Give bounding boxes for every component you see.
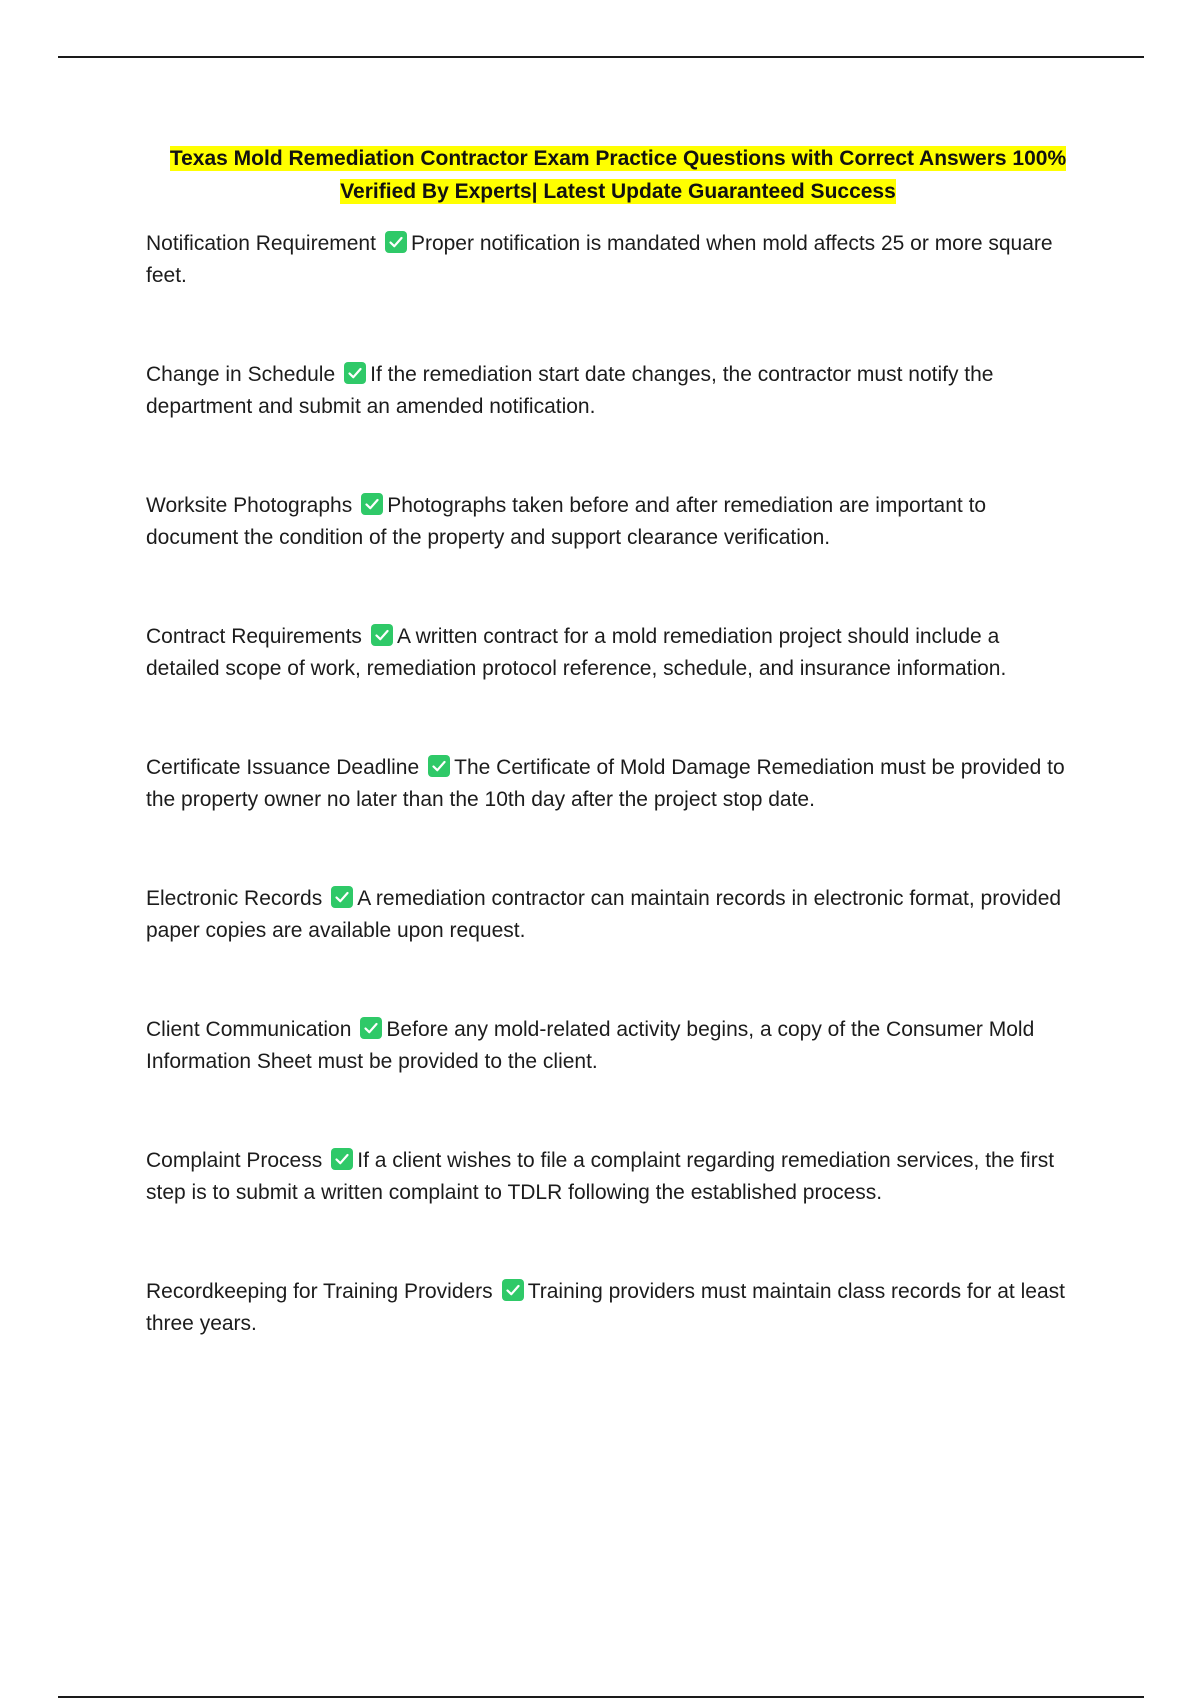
check-mark-icon — [502, 1279, 524, 1301]
qa-text — [146, 1276, 1066, 1340]
check-mark-icon — [371, 624, 393, 646]
qa-item — [146, 359, 1066, 490]
check-mark-icon — [361, 493, 383, 515]
qa-question: Notification Requirement — [146, 232, 376, 255]
qa-answer: The Certificate of Mold Damage Remediation must be provided to the property owner no later than the 10th day after the project stop date. — [146, 756, 1065, 811]
qa-item — [146, 752, 1066, 883]
qa-item — [146, 621, 1066, 752]
qa-answer: A remediation contractor can maintain records in electronic format, provided paper copies are available upon request. — [146, 887, 1062, 942]
check-mark-icon — [331, 1148, 353, 1170]
qa-question: Change in Schedule — [146, 363, 336, 386]
qa-text — [146, 752, 1066, 816]
qa-text — [146, 490, 1066, 554]
qa-list — [146, 228, 1066, 1407]
qa-text — [146, 883, 1066, 947]
qa-item — [146, 228, 1066, 359]
qa-answer: Proper notification is mandated when mold affects 25 or more square feet. — [146, 232, 1053, 287]
page-title — [146, 142, 1090, 208]
qa-text — [146, 621, 1066, 685]
bottom-divider-line — [58, 1696, 1144, 1698]
qa-item — [146, 1014, 1066, 1145]
qa-question: Client Communication — [146, 1018, 352, 1041]
qa-item — [146, 490, 1066, 621]
qa-item — [146, 883, 1066, 1014]
qa-item — [146, 1276, 1066, 1407]
qa-question: Contract Requirements — [146, 625, 362, 648]
qa-answer: Before any mold-related activity begins, a copy of the Consumer Mold Information Sheet must be provided to the client. — [146, 1018, 1035, 1073]
top-divider-line — [58, 56, 1144, 58]
qa-question: Certificate Issuance Deadline — [146, 756, 420, 779]
qa-answer: Training providers must maintain class records for at least three years. — [146, 1280, 1065, 1335]
check-mark-icon — [360, 1017, 382, 1039]
qa-answer: If a client wishes to file a complaint regarding remediation services, the first step is to submit a written complaint to TDLR following the established process. — [146, 1149, 1055, 1204]
qa-answer: A written contract for a mold remediation project should include a detailed scope of work, remediation protocol reference, schedule, and insurance information. — [146, 625, 1007, 680]
qa-question: Complaint Process — [146, 1149, 323, 1172]
qa-answer: If the remediation start date changes, the contractor must notify the department and submit an amended notification. — [146, 363, 994, 418]
qa-text — [146, 228, 1066, 292]
check-mark-icon — [344, 362, 366, 384]
qa-question: Electronic Records — [146, 887, 323, 910]
qa-question: Worksite Photographs — [146, 494, 353, 517]
check-mark-icon — [331, 886, 353, 908]
qa-answer: Photographs taken before and after remediation are important to document the condition of the property and support clearance verification. — [146, 494, 987, 549]
qa-text — [146, 359, 1066, 423]
qa-question: Recordkeeping for Training Providers — [146, 1280, 493, 1303]
qa-text — [146, 1145, 1066, 1209]
check-mark-icon — [428, 755, 450, 777]
page-title-text: Texas Mold Remediation Contractor Exam Practice Questions with Correct Answers 100% Verified By Experts| Latest Update Guaranteed Success — [169, 147, 1067, 203]
check-mark-icon — [385, 231, 407, 253]
qa-item — [146, 1145, 1066, 1276]
qa-text — [146, 1014, 1066, 1078]
